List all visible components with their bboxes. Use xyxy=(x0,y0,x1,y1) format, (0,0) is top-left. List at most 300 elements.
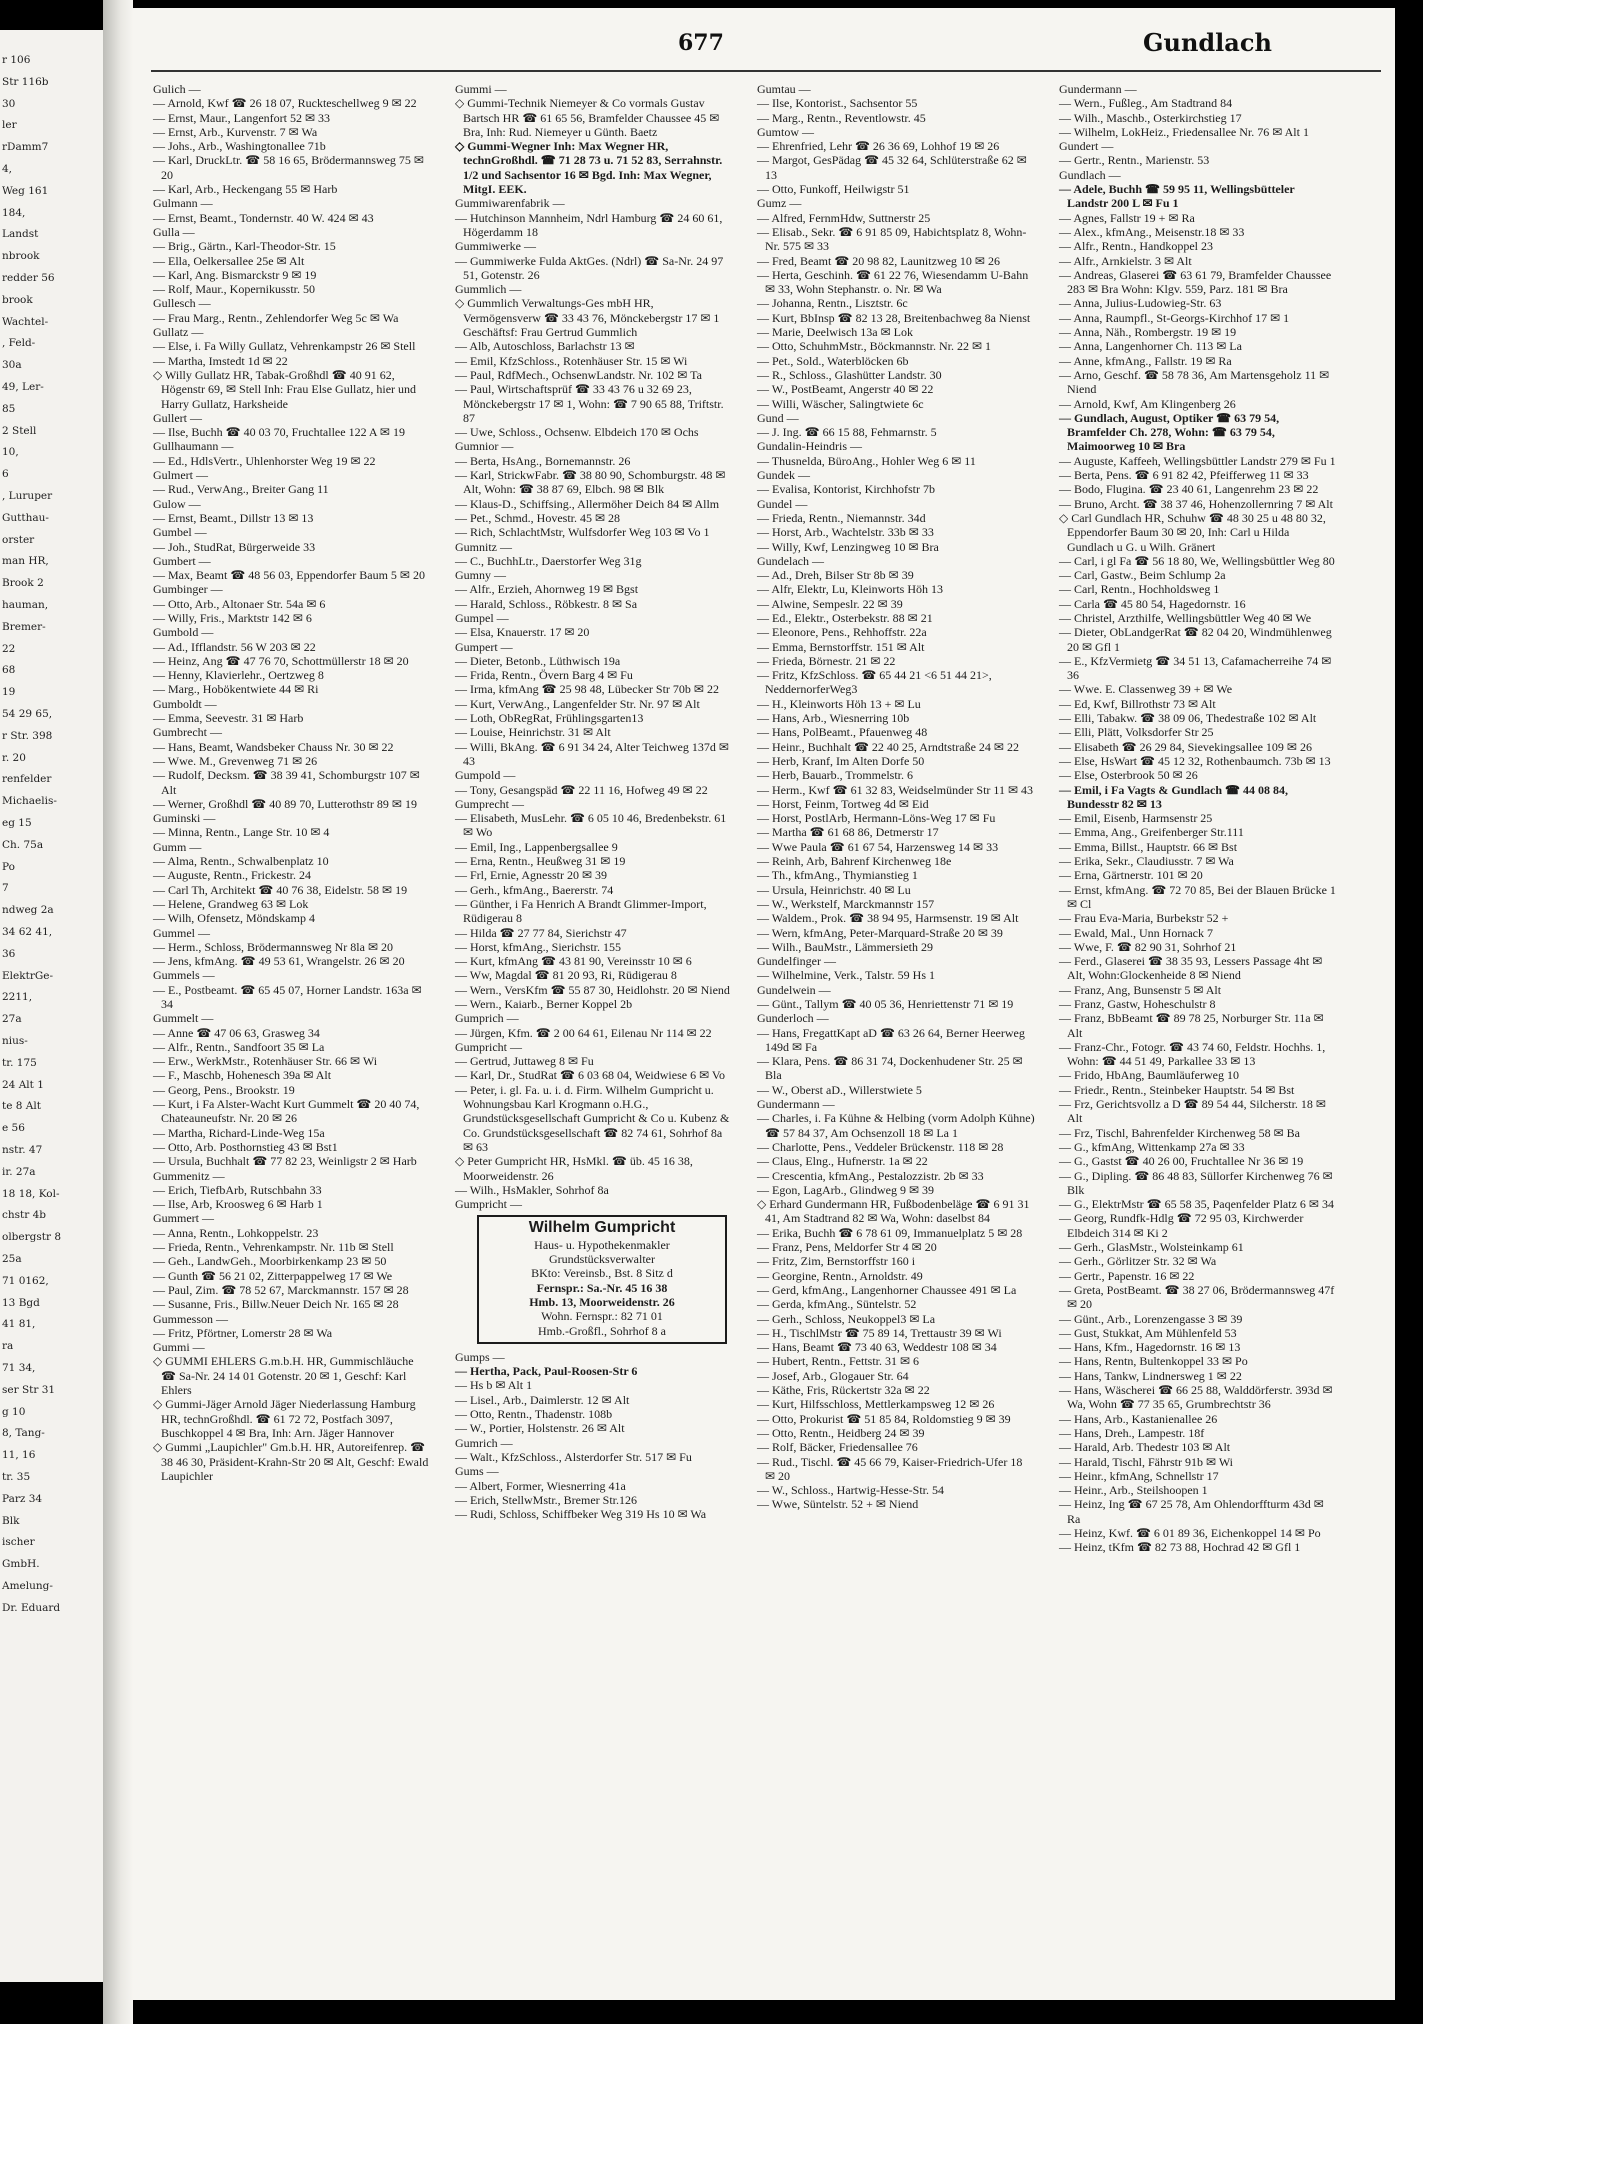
left-margin-fragment: tr. 35 xyxy=(2,1471,31,1483)
directory-entry: — Hans, Rentn, Bultenkoppel 33 ✉ Po xyxy=(1059,1354,1248,1369)
left-margin-fragment: 13 Bgd xyxy=(2,1296,40,1309)
surname-heading: Gullatz — xyxy=(153,325,204,340)
left-margin-fragment: , Feld- xyxy=(2,337,36,350)
directory-entry: — Herta, Geschinh. ☎ 61 22 76, Wiesendamm U-Bahn ✉ 33, Wohn Stephanstr. o. Nr. ✉ Wa xyxy=(757,267,1032,297)
directory-entry: — Wilh, Ofensetz, Möndskamp 4 xyxy=(153,911,315,926)
directory-entry: — Dieter, ObLandgerRat ☎ 82 04 20, Windmühlenweg 20 ✉ Gfl 1 xyxy=(1059,625,1335,654)
left-margin-fragment: 71 34, xyxy=(2,1362,36,1374)
directory-entry: — Georg, Rundfk-Hdlg ☎ 72 95 03, Kirchwerder Elbdeich 314 ✉ Ki 2 xyxy=(1059,1211,1307,1240)
directory-page xyxy=(133,8,1395,2000)
directory-entry: — Erw., WerkMstr., Rotenhäuser Str. 66 ✉ Wi xyxy=(153,1054,378,1069)
directory-entry: — Anna, Raumpfl., St-Georgs-Kirchhof 17 ✉ 1 xyxy=(1059,310,1290,325)
surname-heading: Gumprich — xyxy=(455,1011,519,1026)
directory-entry: — Arno, Geschf. ☎ 58 78 36, Am Martensgeholz 11 ✉ Niend xyxy=(1059,367,1333,397)
column-4 xyxy=(1059,82,1337,1555)
surname-heading: Gummi — xyxy=(153,1340,205,1355)
directory-entry: — Frida, Rentn., Övern Barg 4 ✉ Fu xyxy=(455,668,633,683)
left-margin-fragment: 11, 16 xyxy=(2,1449,36,1462)
directory-entry: — Alfr, Elektr, Lu, Kleinworts Höh 13 xyxy=(757,582,944,597)
left-margin-fragment: ser Str 31 xyxy=(2,1383,56,1396)
directory-entry: — Erich, StellwMstr., Bremer Str.126 xyxy=(455,1492,637,1507)
surname-heading: Gumbel — xyxy=(153,525,207,540)
directory-entry: — Franz, BbBeamt ☎ 89 78 25, Norburger Str. 11a ✉ Alt xyxy=(1059,1011,1326,1040)
left-margin-fragment: man HR, xyxy=(2,555,49,568)
directory-entry: — Carl, Rentn., Hochholdsweg 1 xyxy=(1059,582,1220,597)
directory-entry: — Uwe, Schloss., Ochsenw. Elbdeich 170 ✉ Ochs xyxy=(455,425,699,440)
directory-entry: — Minna, Rentn., Lange Str. 10 ✉ 4 xyxy=(153,825,330,840)
directory-entry: — Hans, Wäscherei ☎ 66 25 88, Walddörferstr. 393d ✉ Wa, Wohn ☎ 77 35 65, Grumbrechtstr 36 xyxy=(1059,1383,1336,1412)
advertisement-line: Haus- u. Hypothekenmakler xyxy=(534,1237,670,1252)
directory-entry: — Wwe. E. Classenweg 39 + ✉ We xyxy=(1059,682,1233,697)
left-margin-fragment: Landst xyxy=(2,228,39,241)
directory-entry: — Alex., kfmAng., Meisenstr.18 ✉ 33 xyxy=(1059,224,1245,239)
directory-entry: — Otto, Arb. Posthornstieg 43 ✉ Bst1 xyxy=(153,1139,338,1154)
directory-entry: — Erna, Gärtnerstr. 101 ✉ 20 xyxy=(1059,868,1203,883)
directory-entry: — Hubert, Rentn., Fettstr. 31 ✉ 6 xyxy=(757,1354,920,1369)
directory-entry: — Frz, Tischl, Bahrenfelder Kirchenweg 58 ✉ Ba xyxy=(1059,1125,1301,1140)
directory-entry: — Franz, Pens, Meldorfer Str 4 ✉ 20 xyxy=(757,1240,937,1255)
surname-heading: Gullesch — xyxy=(153,296,211,311)
directory-entry: — W., Oberst aD., Willerstwiete 5 xyxy=(757,1082,922,1097)
directory-entry: — Frau Eva-Maria, Burbekstr 52 + xyxy=(1059,911,1229,926)
directory-entry: — Emma, Bernstorffstr. 151 ✉ Alt xyxy=(757,639,925,654)
directory-entry: — Charles, i. Fa Kühne & Helbing (vorm Adolph Kühne) ☎ 57 84 37, Am Ochsenzoll 18 ✉ La 1 xyxy=(757,1111,1038,1140)
directory-entry: — Else, Osterbrook 50 ✉ 26 xyxy=(1059,768,1198,783)
directory-entry: — Emil, Eisenb, Harmsenstr 25 xyxy=(1059,811,1213,826)
directory-entry: — Wwe Paula ☎ 61 67 54, Harzensweg 14 ✉ 33 xyxy=(757,839,999,854)
directory-entry: — Ehrenfried, Lehr ☎ 26 36 69, Lohhof 19 ✉ 26 xyxy=(757,139,1000,154)
directory-entry: — Kurt, Hilfsschloss, Mettlerkampsweg 12 ✉ 26 xyxy=(757,1397,995,1412)
directory-entry: — W., Schloss., Hartwig-Hesse-Str. 54 xyxy=(757,1483,944,1498)
directory-entry: — Alwine, Sempeslr. 22 ✉ 39 xyxy=(757,596,903,611)
directory-entry: — J. Ing. ☎ 66 15 88, Fehmarnstr. 5 xyxy=(757,425,937,440)
directory-entry: — Erika, Sekr., Claudiusstr. 7 ✉ Wa xyxy=(1059,854,1234,869)
left-margin-fragment: eg 15 xyxy=(2,817,32,829)
surname-heading: Gummenitz — xyxy=(153,1168,225,1183)
left-margin-fragment: 6 xyxy=(2,468,9,481)
left-margin-fragment: ir. 27a xyxy=(2,1165,36,1178)
left-margin-fragment: ndweg 2a xyxy=(2,904,54,917)
directory-entry: — Jens, kfmAng. ☎ 49 53 61, Wrangelstr. 26 ✉ 20 xyxy=(153,954,405,969)
advertisement-title: Wilhelm Gumpricht xyxy=(528,1219,676,1237)
left-margin-fragment: 25a xyxy=(2,1253,22,1265)
surname-heading: Gumnior — xyxy=(455,439,514,454)
directory-entry: — Fritz, Zim, Bernstorffstr 160 i xyxy=(757,1254,916,1269)
surname-heading: Gundalin-Heindris — xyxy=(757,439,862,454)
left-margin-fragment: Weg 161 xyxy=(2,184,49,197)
surname-heading: Gumm — xyxy=(153,839,202,854)
directory-entry: — Ed., Elektr., Osterbekstr. 88 ✉ 21 xyxy=(757,610,933,625)
directory-entry: — Loth, ObRegRat, Frühlingsgarten13 xyxy=(455,711,644,726)
directory-entry: — Carl Th, Architekt ☎ 40 76 38, Eidelstr. 58 ✉ 19 xyxy=(153,882,408,897)
directory-entry: — Horst, Arb., Wachtelstr. 33b ✉ 33 xyxy=(757,525,934,540)
directory-entry: — Herb, Kranf, Im Alten Dorfe 50 xyxy=(757,753,925,768)
directory-entry: — Anna, Julius-Ludowieg-Str. 63 xyxy=(1059,296,1222,311)
directory-entry: — W., Portier, Holstenstr. 26 ✉ Alt xyxy=(455,1421,625,1436)
directory-entry: — Ad., Dreh, Bilser Str 8b ✉ 39 xyxy=(757,568,914,583)
left-margin-fragment: Brook 2 xyxy=(2,577,44,590)
surname-heading: Gummels — xyxy=(153,968,215,983)
directory-entry: — Karl, StrickwFabr. ☎ 38 80 90, Schomburgstr. 48 ✉ Alt, Wohn: ☎ 38 87 69, Elbch. 98 ✉ Blk xyxy=(455,468,728,497)
directory-entry: — E., Postbeamt. ☎ 65 45 07, Horner Landstr. 163a ✉ 34 xyxy=(153,982,425,1011)
surname-heading: Gumnitz — xyxy=(455,539,512,554)
directory-entry: — Josef, Arb., Glogauer Str. 64 xyxy=(757,1368,909,1383)
surname-heading: Gundermann — xyxy=(757,1097,835,1112)
directory-entry: — Gummiwerke Fulda AktGes. (Ndrl) ☎ Sa-Nr. 24 97 51, Gotenstr. 26 xyxy=(455,253,727,282)
directory-entry: — Margot, GesPädag ☎ 45 32 64, Schlüterstraße 62 ✉ 13 xyxy=(757,153,1030,182)
directory-entry: — Peter, i. gl. Fa. u. i. d. Firm. Wilhelm Gumpricht u. Wohnungsbau Karl Krogmann o.H.G., Grundstücksgesellschaft Gumpricht & Co u. Kubenz & Co. Grundstücksgesellschaft ☎ 82 74 61, Sohrhof 8a ✉ 63 xyxy=(455,1082,733,1154)
directory-entry: — Otto, Funkoff, Heilwigstr 51 xyxy=(757,182,910,197)
directory-entry: — Egon, LagArb., Glindweg 9 ✉ 39 xyxy=(757,1182,935,1197)
directory-entry: — Ella, Oelkersallee 25e ✉ Alt xyxy=(153,253,305,268)
left-margin-fragment: rDamm7 xyxy=(2,141,49,154)
directory-entry: — Ad., Ifflandstr. 56 W 203 ✉ 22 xyxy=(153,639,316,654)
left-margin-fragment: 54 29 65, xyxy=(2,708,53,720)
left-margin-fragment: Wachtel- xyxy=(2,315,49,328)
left-margin-fragment: ler xyxy=(2,119,17,132)
directory-entry: — Klaus-D., Schiffsing., Allermöher Deich 84 ✉ Allm xyxy=(455,496,720,511)
surname-heading: Gumrich — xyxy=(455,1435,513,1450)
left-margin-fragment: 30 xyxy=(2,97,16,110)
directory-entry: — Alma, Rentn., Schwalbenplatz 10 xyxy=(153,854,329,869)
directory-entry: — Gust, Stukkat, Am Mühlenfeld 53 xyxy=(1059,1325,1237,1340)
directory-entry: — Marie, Deelwisch 13a ✉ Lok xyxy=(757,325,914,340)
directory-entry: — Wern., VersKfm ☎ 55 87 30, Heidlohstr. 20 ✉ Niend xyxy=(455,982,730,997)
surname-heading: Gundel — xyxy=(757,496,808,511)
directory-entry: — Fritz, KfzSchloss. ☎ 65 44 21 <6 51 44 21>, NeddernorferWeg3 xyxy=(757,668,995,697)
directory-entry: — Wilhelmine, Verk., Talstr. 59 Hs 1 xyxy=(757,968,936,983)
directory-entry: — Günt., Tallym ☎ 40 05 36, Henriettenstr 71 ✉ 19 xyxy=(757,997,1014,1011)
directory-entry: — G., Gastst ☎ 40 26 00, Fruchtallee Nr 36 ✉ 19 xyxy=(1059,1154,1304,1169)
directory-entry: — Agnes, Fallstr 19 + ✉ Ra xyxy=(1059,210,1195,225)
directory-entry: — Hans, Tankw, Lindnersweg 1 ✉ 22 xyxy=(1059,1368,1242,1383)
left-margin-fragment: olbergstr 8 xyxy=(2,1231,62,1244)
left-margin-fragment: Ch. 75a xyxy=(2,838,44,851)
directory-entry: — Geh., LandwGeh., Moorbirkenkamp 23 ✉ 50 xyxy=(153,1254,387,1269)
directory-entry: — Günt., Arb., Lorenzengasse 3 ✉ 39 xyxy=(1059,1311,1243,1326)
directory-entry: — Gundlach, August, Optiker ☎ 63 79 54, Bramfelder Ch. 278, Wohn: ☎ 63 79 54, Maimoorweg 10 ✉ Bra xyxy=(1059,410,1283,454)
surname-heading: Gumbert — xyxy=(153,553,211,568)
directory-entry: — W., Werkstelf, Marckmannstr 157 xyxy=(757,896,935,911)
directory-entry: — Ww, Magdal ☎ 81 20 93, Ri, Rüdigerau 8 xyxy=(455,968,677,983)
directory-entry: — Günther, i Fa Henrich A Brandt Glimmer-Import, Rüdigerau 8 xyxy=(455,896,710,926)
directory-entry: — Ernst, Arb., Kurvenstr. 7 ✉ Wa xyxy=(153,124,318,139)
left-page-margin xyxy=(0,30,103,1982)
left-margin-fragment: GmbH. xyxy=(2,1558,40,1571)
directory-entry: — Reinh, Arb, Bahrenf Kirchenweg 18e xyxy=(757,854,952,869)
directory-entry: — Marg., Rentn., Reventlowstr. 45 xyxy=(757,110,926,125)
left-margin-fragment: redder 56 xyxy=(2,272,55,284)
surname-heading: Gundlach — xyxy=(1059,167,1121,182)
directory-entry: — Rolf, Bäcker, Friedensallee 76 xyxy=(757,1440,918,1455)
directory-entry: — Gerh., Görlitzer Str. 32 ✉ Wa xyxy=(1059,1254,1217,1269)
directory-entry: — Frido, HbAng, Baumläuferweg 10 xyxy=(1059,1068,1239,1083)
column-2 xyxy=(455,82,733,1521)
left-margin-fragment: Gutthau- xyxy=(2,511,49,524)
directory-entry: — Else, i. Fa Willy Gullatz, Vehrenkampstr 26 ✉ Stell xyxy=(153,339,416,354)
directory-entry: — Erna, Rentn., Heußweg 31 ✉ 19 xyxy=(455,854,626,869)
directory-entry: — Martha, Imstedt 1d ✉ 22 xyxy=(153,353,288,368)
left-margin-fragment: 7 xyxy=(2,882,9,895)
directory-entry: ◇ Willy Gullatz HR, Tabak-Großhdl ☎ 40 91 62, Högenstr 69, ✉ Stell Inh: Frau Else Gullatz, hier und Harry Gullatz, Harksheide xyxy=(153,367,420,411)
directory-entry: — Hans, FregattKapt aD ☎ 63 26 64, Berner Heerweg 149d ✉ Fa xyxy=(757,1025,1028,1054)
directory-entry: — Gerh., kfmAng., Baererstr. 74 xyxy=(455,882,614,897)
directory-entry: — Ursula, Buchhalt ☎ 77 82 23, Weinligstr 2 ✉ Harb xyxy=(153,1154,417,1169)
directory-entry: — Irma, kfmAng ☎ 25 98 48, Lübecker Str 70b ✉ 22 xyxy=(455,682,719,697)
left-margin-fragment: 34 62 41, xyxy=(2,926,53,938)
directory-entry: ◇ Gummi-Jäger Arnold Jäger Niederlassung Hamburg HR, technGroßhdl. ☎ 61 72 72, Postfach 3097, Buschkoppel 4 ✉ Bra, Inh: Arn. Jäger Hannover xyxy=(153,1397,419,1440)
directory-entry: — Marg., Hobökentwiete 44 ✉ Ri xyxy=(153,682,319,697)
surname-heading: Gummel — xyxy=(153,925,210,940)
directory-entry: — Wern, kfmAng, Peter-Marquard-Straße 20 ✉ 39 xyxy=(757,925,1003,940)
surname-heading: Gumpert — xyxy=(455,639,513,654)
directory-entry: — Hans, Arb., Wiesnerring 10b xyxy=(757,711,910,726)
directory-entry: — Anne, kfmAng., Fallstr. 19 ✉ Ra xyxy=(1059,353,1232,368)
directory-entry: — Gerda, kfmAng., Süntelstr. 52 xyxy=(757,1297,917,1312)
directory-entry: — Martha, Richard-Linde-Weg 15a xyxy=(153,1125,325,1140)
directory-entry: — Hertha, Pack, Paul-Roosen-Str 6 xyxy=(455,1364,638,1379)
surname-heading: Gumtau — xyxy=(757,82,811,96)
left-margin-fragment: 19 xyxy=(2,686,16,699)
directory-entry: — Joh., StudRat, Bürgerweide 33 xyxy=(153,539,316,554)
directory-entry: — Gunth ☎ 56 21 02, Zitterpappelweg 17 ✉ We xyxy=(153,1268,393,1283)
directory-entry: — Herm., Schloss, Brödermannsweg Nr 8la ✉ 20 xyxy=(153,939,394,954)
directory-entry: ◇ GUMMI EHLERS G.m.b.H. HR, Gummischläuche ☎ Sa-Nr. 24 14 01 Gotenstr. 20 ✉ 1, Geschf: Karl Ehlers xyxy=(153,1354,417,1398)
directory-entry: — Wilh., Maschb., Osterkirchstieg 17 xyxy=(1059,110,1242,125)
left-margin-fragment: 2211, xyxy=(2,991,33,1004)
directory-entry: — Franz-Chr., Fotogr. ☎ 43 74 60, Feldstr. Hochhs. 1, Wohn: ☎ 44 51 49, Parkallee 33 ✉ 13 xyxy=(1059,1039,1329,1069)
directory-entry: — Max, Beamt ☎ 48 56 03, Eppendorfer Baum 5 ✉ 20 xyxy=(153,568,425,583)
surname-heading: Gulmert — xyxy=(153,468,208,483)
directory-entry: — Crescentia, kfmAng., Pestalozzistr. 2b ✉ 33 xyxy=(757,1168,984,1183)
left-margin-fragment: nbrook xyxy=(2,250,40,263)
directory-entry: ◇ Gummi-Wegner Inh: Max Wegner HR, technGroßhdl. ☎ 71 28 73 u. 71 52 83, Serrahnstr. 1/2 und Sachsentor 16 ✉ Bgd. Inh: Max Wegner, MitgI. EEK. xyxy=(455,139,726,197)
left-margin-fragment: tr. 175 xyxy=(2,1056,37,1069)
left-margin-fragment: 4, xyxy=(2,163,13,175)
directory-entry: — Auguste, Kaffeeh, Wellingsbüttler Landstr 279 ✉ Fu 1 xyxy=(1059,453,1336,468)
directory-entry: — Fred, Beamt ☎ 20 98 82, Launitzweg 10 ✉ 26 xyxy=(757,253,1000,268)
directory-entry: — Helene, Grandweg 63 ✉ Lok xyxy=(153,896,309,911)
directory-entry: — Rud., Tischl. ☎ 45 66 79, Kaiser-Friedrich-Ufer 18 ✉ 20 xyxy=(757,1454,1026,1483)
left-margin-fragment: 68 xyxy=(2,664,16,677)
surname-heading: Gummi — xyxy=(455,82,507,96)
directory-entry: — Berta, HsAng., Bornemannstr. 26 xyxy=(455,453,631,468)
surname-heading: Gummesson — xyxy=(153,1311,228,1326)
advertisement-line: Fernspr.: Sa.-Nr. 45 16 38 xyxy=(536,1280,668,1295)
surname-heading: Gundermann — xyxy=(1059,82,1137,96)
directory-entry: — Paul, Wirtschaftsprüf ☎ 33 43 76 u 32 69 23, Mönckebergstr 17 ✉ 1, Wohn: ☎ 7 90 65 88, Triftstr. 87 xyxy=(455,382,727,425)
directory-entry: — Johs., Arb., Washingtonallee 71b xyxy=(153,139,326,154)
directory-entry: — Berta, Pens. ☎ 6 91 82 42, Pfeifferweg 11 ✉ 33 xyxy=(1059,468,1309,483)
surname-heading: Gumbrecht — xyxy=(153,725,222,740)
left-margin-fragment: Po xyxy=(2,860,15,873)
directory-entry: — Ernst, Maur., Langenfort 52 ✉ 33 xyxy=(153,110,331,125)
directory-entry: — G., kfmAng, Wittenkamp 27a ✉ 33 xyxy=(1059,1139,1245,1154)
left-margin-fragment: 36 xyxy=(2,947,16,960)
left-margin-fragment: Amelung- xyxy=(2,1580,53,1592)
left-margin-fragment: r Str. 398 xyxy=(2,729,53,742)
directory-entry: — Ilse, Buchh ☎ 40 03 70, Fruchtallee 122 A ✉ 19 xyxy=(153,425,405,440)
directory-entry: — Otto, SchuhmMstr., Böckmannstr. Nr. 22 ✉ 1 xyxy=(757,339,992,354)
directory-entry: — Kurt, kfmAng ☎ 43 81 90, Vereinsstr 10 ✉ 6 xyxy=(455,954,692,969)
directory-entry: — Emma, Ang., Greifenberger Str.111 xyxy=(1059,825,1244,840)
directory-entry: — Gerd, kfmAng., Langenhorner Chaussee 491 ✉ La xyxy=(757,1282,1017,1297)
directory-entry: ◇ Carl Gundlach HR, Schuhw ☎ 48 30 25 u 48 80 32, Eppendorfer Baum 30 ✉ 20, Inh: Carl u Hilda Gundlach u G. u Wilh. Gränert xyxy=(1059,510,1329,554)
directory-entry: — Alb, Autoschloss, Barlachstr 13 ✉ xyxy=(455,339,635,354)
directory-entry: — Andreas, Glaserei ☎ 63 61 79, Bramfelder Chaussee 283 ✉ Bra Wohn: Klgv. 559, Parz. 181 ✉ Bra xyxy=(1059,267,1335,297)
directory-entry: — Werner, Großhdl ☎ 40 89 70, Lutterothstr 89 ✉ 19 xyxy=(153,796,417,811)
directory-entry: — R., Schloss., Glashütter Landstr. 30 xyxy=(757,367,942,382)
directory-entry: — Albert, Former, Wiesnerring 41a xyxy=(455,1478,626,1493)
directory-entry: — Gertr., Papenstr. 16 ✉ 22 xyxy=(1059,1268,1195,1283)
directory-entry: — Paul, Zim. ☎ 78 52 67, Marckmannstr. 157 ✉ 28 xyxy=(153,1282,409,1297)
surname-heading: Gundek — xyxy=(757,468,810,483)
directory-entry: — Emma, Seevestr. 31 ✉ Harb xyxy=(153,711,304,726)
directory-entry: — Auguste, Rentn., Frickestr. 24 xyxy=(153,868,311,883)
directory-entry: — Tony, Gesangspäd ☎ 22 11 16, Hofweg 49 ✉ 22 xyxy=(455,782,708,797)
directory-entry: — Herb, Bauarb., Trommelstr. 6 xyxy=(757,768,913,783)
directory-entry: — Anna, Näh., Rombergstr. 19 ✉ 19 xyxy=(1059,325,1237,340)
surname-heading: Gumny — xyxy=(455,568,506,583)
left-margin-fragment: 24 Alt 1 xyxy=(2,1078,44,1091)
directory-entry: — Käthe, Fris, Rückertstr 32a ✉ 22 xyxy=(757,1383,930,1398)
surname-heading: Gumpricht — xyxy=(455,1039,522,1054)
directory-entry: — Rudolf, Decksm. ☎ 38 39 41, Schomburgstr 107 ✉ Alt xyxy=(153,768,423,797)
left-margin-fragment: te 8 Alt xyxy=(2,1100,41,1113)
directory-entry: — Martha ☎ 61 68 86, Detmerstr 17 xyxy=(757,825,939,840)
surname-heading: Gundert — xyxy=(1059,139,1114,154)
directory-entry: — Karl, Arb., Heckengang 55 ✉ Harb xyxy=(153,182,338,197)
directory-entry: ◇ Gummi „Laupichler" Gm.b.H. HR, Autoreifenrep. ☎ 38 46 30, Präsident-Krahn-Str 20 ✉ Alt, Geschf: Ewald Laupichler xyxy=(153,1440,432,1483)
directory-entry: — Wilh., HsMakler, Sohrhof 8a xyxy=(455,1182,609,1197)
advertisement-line: Hmb. 13, Moorweidenstr. 26 xyxy=(529,1294,675,1309)
directory-entry: — H., Kleinworts Höh 13 + ✉ Lu xyxy=(757,696,921,711)
directory-entry: — Kurt, VerwAng., Langenfelder Str. Nr. 97 ✉ Alt xyxy=(455,696,700,711)
directory-entry: — H., TischlMstr ☎ 75 89 14, Trettaustr 39 ✉ Wi xyxy=(757,1325,1002,1340)
left-margin-fragment: hauman, xyxy=(2,599,49,611)
surname-heading: Gumboldt — xyxy=(153,696,217,711)
directory-entry: — Jürgen, Kfm. ☎ 2 00 64 61, Eilenau Nr 114 ✉ 22 xyxy=(455,1025,712,1040)
directory-entry: — Heinz, tKfm ☎ 82 73 88, Hochrad 42 ✉ Gfl 1 xyxy=(1059,1540,1301,1555)
directory-entry: — Heinr., kfmAng, Schnellstr 17 xyxy=(1059,1468,1219,1483)
directory-entry: — Harald, Schloss., Röbkestr. 8 ✉ Sa xyxy=(455,596,638,611)
directory-entry: — Heinz, Ang ☎ 47 76 70, Schottmüllerstr 18 ✉ 20 xyxy=(153,653,409,668)
directory-entry: — Heinz, Kwf. ☎ 6 01 89 36, Eichenkoppel 14 ✉ Po xyxy=(1059,1525,1321,1540)
directory-entry: — Gertrud, Juttaweg 8 ✉ Fu xyxy=(455,1054,594,1069)
directory-entry: — Carl, i gl Fa ☎ 56 18 80, We, Wellingsbüttler Weg 80 xyxy=(1059,553,1335,568)
directory-entry: — Hans, Kfm., Hagedornstr. 16 ✉ 13 xyxy=(1059,1340,1241,1355)
directory-entry: — Alfr., Rentn., Sandfoort 35 ✉ La xyxy=(153,1039,325,1054)
surname-heading: Gums — xyxy=(455,1464,499,1479)
directory-entry: — Horst, kfmAng., Sierichstr. 155 xyxy=(455,939,621,954)
directory-entry: — Charlotte, Pens., Veddeler Brückenstr. 118 ✉ 28 xyxy=(757,1139,1004,1154)
left-margin-fragment: 22 xyxy=(2,642,16,655)
header-rule xyxy=(151,70,1381,72)
directory-entry: — Johanna, Rentn., Lisztstr. 6c xyxy=(757,296,908,311)
surname-heading: Gumz — xyxy=(757,196,802,211)
surname-heading: Gumpold — xyxy=(455,768,516,783)
surname-heading: Gumpel — xyxy=(455,610,509,625)
surname-heading: Gumps — xyxy=(455,1349,505,1364)
directory-entry: — Henny, Klavierlehr., Oertzweg 8 xyxy=(153,668,324,683)
directory-entry: — Rich, SchlachtMstr, Wulfsdorfer Weg 103 ✉ Vo 1 xyxy=(455,525,710,540)
directory-entry: — Frz, Gerichtsvollz a D ☎ 89 54 44, Silcherstr. 18 ✉ Alt xyxy=(1059,1097,1329,1126)
left-margin-fragment: 30a xyxy=(2,359,22,372)
surname-heading: Guminski — xyxy=(153,811,216,826)
directory-entry: — Anna, Langenhorner Ch. 113 ✉ La xyxy=(1059,339,1242,354)
directory-entry: — Wwe. M., Grevenweg 71 ✉ 26 xyxy=(153,753,318,768)
directory-entry: — Anne ☎ 47 06 63, Grasweg 34 xyxy=(153,1025,320,1040)
surname-heading: Gummiwarenfabrik — xyxy=(455,196,565,211)
directory-entry: — Frl, Ernie, Agnesstr 20 ✉ 39 xyxy=(455,868,608,883)
advertisement-line: BKto: Vereinsb., Bst. 8 Sitz d xyxy=(531,1266,673,1281)
directory-entry: — Kurt, BbInsp ☎ 82 13 28, Breitenbachweg 8a Nienst xyxy=(757,310,1031,325)
directory-entry: — Adele, Buchh ☎ 59 95 11, Wellingsbütteler Landstr 200 L ✉ Fu 1 xyxy=(1059,182,1298,211)
directory-entry: — Anna, Rentn., Lohkoppelstr. 23 xyxy=(153,1225,319,1240)
directory-entry: — Hans, PolBeamt., Pfauenweg 48 xyxy=(757,725,928,740)
directory-entry: — Fritz, Pförtner, Lomerstr 28 ✉ Wa xyxy=(153,1325,333,1340)
directory-entry: — Else, HsWart ☎ 45 12 32, Rothenbaumch. 73b ✉ 13 xyxy=(1059,753,1331,768)
directory-entry: — Klara, Pens. ☎ 86 31 74, Dockenhudener Str. 25 ✉ Bla xyxy=(757,1054,1026,1083)
directory-entry: — Ursula, Heinrichstr. 40 ✉ Lu xyxy=(757,882,911,897)
directory-entry: — Hans, Arb., Kastanienallee 26 xyxy=(1059,1411,1218,1426)
directory-entry: — Alfr., Rentn., Handkoppel 23 xyxy=(1059,239,1213,254)
surname-heading: Gund — xyxy=(757,410,799,425)
surname-heading: Gunderloch — xyxy=(757,1011,829,1026)
directory-entry: — Franz, Ang, Bunsenstr 5 ✉ Alt xyxy=(1059,982,1222,997)
directory-entry: — Franz, Gastw, Hoheschulstr 8 xyxy=(1059,997,1216,1011)
directory-entry: — Susanne, Fris., Billw.Neuer Deich Nr. 165 ✉ 28 xyxy=(153,1297,399,1312)
directory-entry: — E., KfzVermietg ☎ 34 51 13, Cafamacherreihe 74 ✉ 36 xyxy=(1059,653,1335,683)
surname-heading: Gulmann — xyxy=(153,196,213,211)
directory-entry: — Dieter, Betonb., Lüthwisch 19a xyxy=(455,653,621,668)
surname-heading: Gumpricht — xyxy=(455,1197,522,1212)
directory-entry: — Bruno, Archt. ☎ 38 37 46, Hohenzollernring 7 ✉ Alt xyxy=(1059,496,1333,511)
directory-entry: — Willy, Fris., Marktstr 142 ✉ 6 xyxy=(153,610,312,625)
running-head: Gundlach xyxy=(1143,28,1272,57)
directory-entry: — G., ElektrMstr ☎ 65 58 35, Paqenfelder Platz 6 ✉ 34 xyxy=(1059,1197,1334,1212)
directory-entry: — G., Dipling. ☎ 86 48 83, Süllorfer Kirchenweg 76 ✉ Blk xyxy=(1059,1168,1336,1197)
directory-entry: — Willi, Wäscher, Salingtwiete 6c xyxy=(757,396,924,411)
left-margin-fragment: renfelder xyxy=(2,773,52,786)
left-margin-fragment: r. 20 xyxy=(2,751,26,764)
directory-entry: — Kurt, i Fa Alster-Wacht Kurt Gummelt ☎ 20 40 74, Chateauneufstr. Nr. 20 ✉ 26 xyxy=(153,1097,423,1126)
directory-entry: — Georgine, Rentn., Arnoldstr. 49 xyxy=(757,1268,923,1283)
directory-entry: ◇ Peter Gumpricht HR, HsMkl. ☎ üb. 45 16 38, Moorweidenstr. 26 xyxy=(455,1154,696,1183)
directory-entry: — Emil, i Fa Vagts & Gundlach ☎ 44 08 84, Bundesstr 82 ✉ 13 xyxy=(1059,782,1291,811)
directory-entry: — Heinz, Ing ☎ 67 25 78, Am Ohlendorffturm 43d ✉ Ra xyxy=(1059,1497,1327,1526)
directory-entry: — Herm., Kwf ☎ 61 32 83, Weidselmünder Str 11 ✉ 43 xyxy=(757,782,1034,797)
directory-entry: — W., PostBeamt, Angerstr 40 ✉ 22 xyxy=(757,382,934,397)
directory-entry: — Ernst, kfmAng. ☎ 72 70 85, Bei der Blauen Brücke 1 ✉ Cl xyxy=(1059,882,1339,911)
left-margin-fragment: g 10 xyxy=(2,1405,26,1418)
directory-entry: — Christel, Arzthilfe, Wellingsbüttler Weg 40 ✉ We xyxy=(1059,610,1312,625)
directory-entry: — Heinr., Arb., Steilshoopen 1 xyxy=(1059,1483,1208,1498)
left-margin-fragment: ElektrGe- xyxy=(2,969,53,982)
left-margin-fragment: orster xyxy=(2,533,35,546)
surname-heading: Gumtow — xyxy=(757,124,814,139)
left-margin-fragment: 10, xyxy=(2,446,19,459)
left-margin-fragment: ra xyxy=(2,1340,14,1353)
column-1 xyxy=(153,82,431,1483)
directory-entry: — Evalisa, Kontorist, Kirchhofstr 7b xyxy=(757,482,935,497)
directory-entry: — Elisab., Sekr. ☎ 6 91 85 09, Habichtsplatz 8, Wohn-Nr. 575 ✉ 33 xyxy=(757,224,1027,254)
directory-entry: — Horst, PostlArb, Hermann-Löns-Weg 17 ✉ Fu xyxy=(757,811,996,826)
surname-heading: Gumbold — xyxy=(153,625,214,640)
directory-entry: — Hs b ✉ Alt 1 xyxy=(455,1378,533,1393)
directory-entry: — Frau Marg., Rentn., Zehlendorfer Weg 5c ✉ Wa xyxy=(153,310,399,325)
left-margin-fragment: Str 116b xyxy=(2,75,49,88)
